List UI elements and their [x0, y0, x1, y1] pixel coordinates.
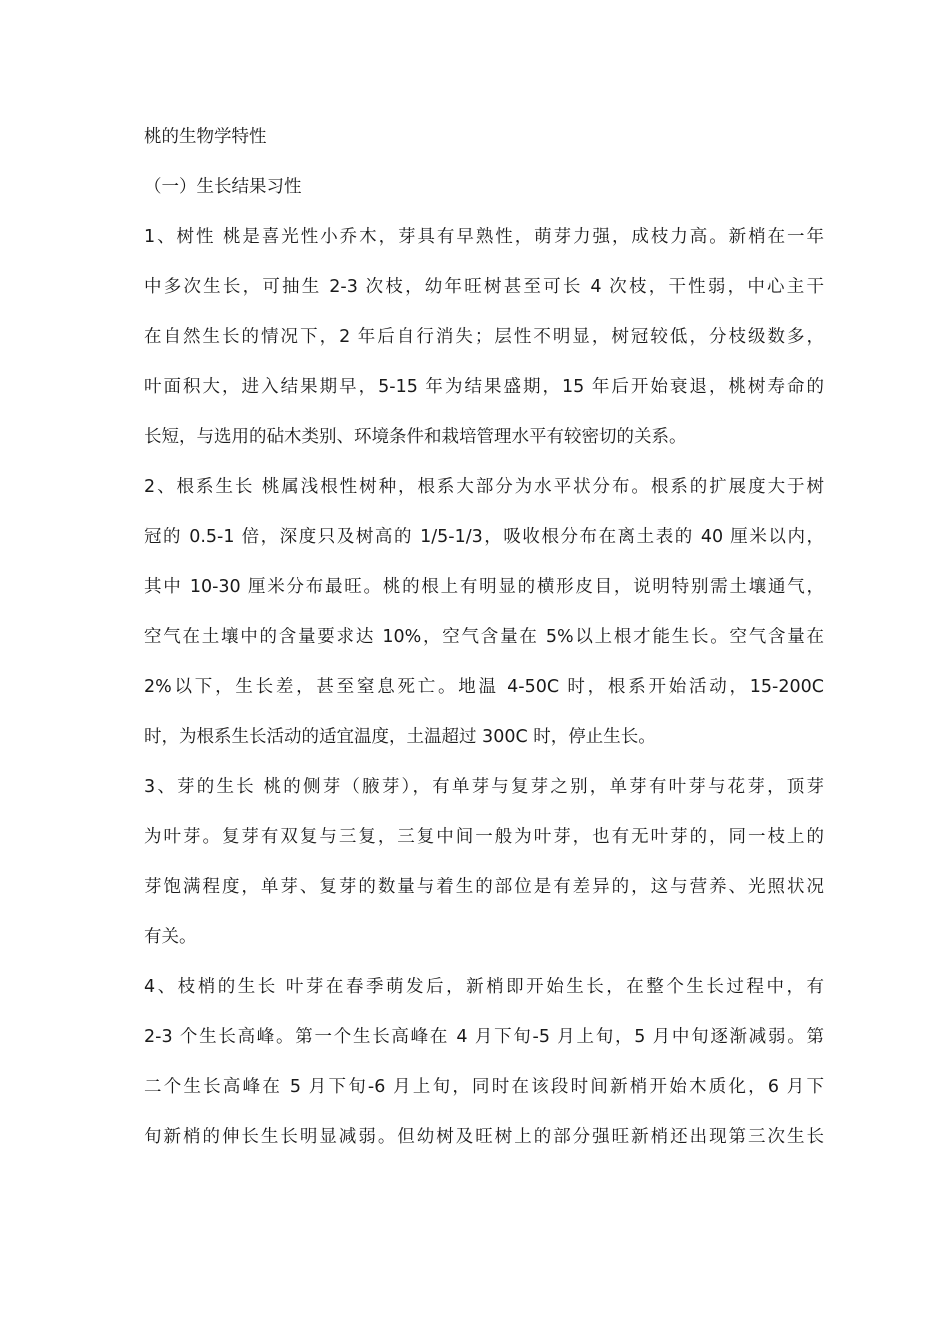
text-line: 其中 10-30 厘米分布最旺。桃的根上有明显的横形皮目，说明特别需土壤通气，: [144, 577, 824, 597]
text-line: 为叶芽。复芽有双复与三复，三复中间一般为叶芽，也有无叶芽的，同一枝上的: [144, 827, 824, 847]
document-body: [144, 112, 824, 1162]
text-line: 有关。: [144, 927, 197, 947]
document-title: 桃的生物学特性: [144, 127, 267, 147]
text-line: 中多次生长，可抽生 2-3 次枝，幼年旺树甚至可长 4 次枝，干性弱，中心主干: [144, 277, 824, 297]
text-line: 叶面积大，进入结果期早，5-15 年为结果盛期，15 年后开始衰退，桃树寿命的: [144, 377, 824, 397]
text-line: 时，为根系生长活动的适宜温度，土温超过 300C 时，停止生长。: [144, 727, 656, 747]
text-line: 2-3 个生长高峰。第一个生长高峰在 4 月下旬-5 月上旬，5 月中旬逐渐减弱。第: [144, 1027, 824, 1047]
text-line: 2、根系生长 桃属浅根性树种，根系大部分为水平状分布。根系的扩展度大于树: [144, 477, 824, 497]
section-heading: （一）生长结果习性: [144, 177, 302, 197]
text-line: 冠的 0.5-1 倍，深度只及树高的 1/5-1/3，吸收根分布在离土表的 40 厘米以内，: [144, 527, 824, 547]
text-line: 旬新梢的伸长生长明显减弱。但幼树及旺树上的部分强旺新梢还出现第三次生长: [144, 1127, 824, 1147]
text-line: 4、枝梢的生长 叶芽在春季萌发后，新梢即开始生长，在整个生长过程中，有: [144, 977, 824, 997]
text-line: 2%以下，生长差，甚至窒息死亡。地温 4-50C 时，根系开始活动，15-200C: [144, 677, 824, 697]
text-line: 空气在土壤中的含量要求达 10%，空气含量在 5%以上根才能生长。空气含量在: [144, 627, 824, 647]
text-line: 芽饱满程度，单芽、复芽的数量与着生的部位是有差异的，这与营养、光照状况: [144, 877, 824, 897]
text-line: 二个生长高峰在 5 月下旬-6 月上旬，同时在该段时间新梢开始木质化，6 月下: [144, 1077, 824, 1097]
text-line: 3、芽的生长 桃的侧芽（腋芽），有单芽与复芽之别，单芽有叶芽与花芽，顶芽: [144, 777, 824, 797]
text-line: 1、树性 桃是喜光性小乔木，芽具有早熟性，萌芽力强，成枝力高。新梢在一年: [144, 227, 824, 247]
text-line: 长短，与选用的砧木类别、环境条件和栽培管理水平有较密切的关系。: [144, 427, 687, 447]
text-line: 在自然生长的情况下，2 年后自行消失；层性不明显，树冠较低，分枝级数多，: [144, 327, 824, 347]
